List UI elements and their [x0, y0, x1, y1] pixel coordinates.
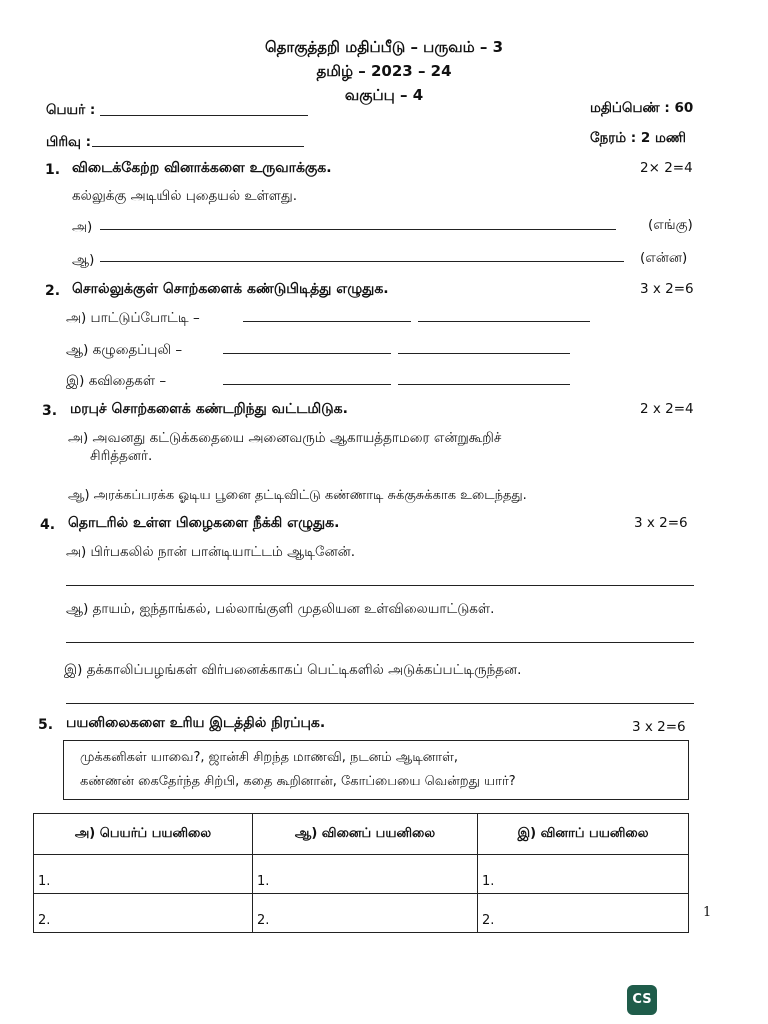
- q2-item-a: அ) பாட்டுப்போட்டி –: [66, 310, 200, 326]
- q2-item-b: ஆ) கழுதைப்புலி –: [66, 342, 183, 358]
- word-bank-line-1: முக்கனிகள் யாவை?, ஜான்சி சிறந்த மாணவி, நடனம் ஆடினாள்,: [80, 750, 458, 765]
- word-bank-line-2: கண்ணன் கைதேர்ந்த சிற்பி, கதை கூறினான், கோப்பையை வென்றது யார்?: [80, 774, 516, 789]
- q1-b-line: [100, 261, 624, 262]
- q4-text: தொடரில் உள்ள பிழைகளை நீக்கி எழுதுக.: [68, 515, 340, 531]
- section-label: பிரிவு :: [46, 134, 92, 150]
- q1-marks: 2× 2=4: [640, 160, 693, 176]
- answer-table: [33, 813, 689, 933]
- q2-number: 2.: [45, 283, 61, 299]
- col-header-verb-predicate: ஆ) வினைப் பயனிலை: [253, 814, 478, 855]
- name-label: பெயர் :: [46, 102, 96, 118]
- q2-c-line-1: [223, 384, 391, 385]
- q4-marks: 3 x 2=6: [634, 515, 688, 531]
- table-row: [34, 855, 689, 894]
- q4-b-line: [66, 642, 694, 643]
- q3-text: மரபுச் சொற்களைக் கண்டறிந்து வட்டமிடுக.: [70, 401, 348, 417]
- camscanner-logo: CS: [627, 985, 657, 1015]
- name-line: [100, 115, 308, 116]
- q1-a-label: அ): [72, 219, 93, 235]
- time-label: நேரம் : 2 மணி: [590, 130, 686, 146]
- q1-a-line: [100, 229, 616, 230]
- q4-c-line: [66, 703, 694, 704]
- subject-year: தமிழ் – 2023 – 24: [316, 62, 452, 80]
- answer-cell[interactable]: 1.: [478, 855, 689, 894]
- page-number: 1: [703, 905, 712, 920]
- q1-b-hint: (என்ன): [640, 250, 688, 266]
- q2-a-line-2: [418, 321, 590, 322]
- word-bank-box: [63, 740, 689, 800]
- q2-item-c: இ) கவிதைகள் –: [66, 373, 167, 389]
- q5-text: பயனிலைகளை உரிய இடத்தில் நிரப்புக.: [66, 715, 326, 731]
- exam-title: தொகுத்தறி மதிப்பீடு – பருவம் – 3: [264, 38, 504, 56]
- q5-number: 5.: [38, 717, 54, 733]
- q4-b: ஆ) தாயம், ஐந்தாங்கல், பல்லாங்குளி முதலியன உள்விலையாட்டுகள்.: [66, 601, 495, 617]
- q4-a: அ) பிர்பகலில் நான் பான்டியாட்டம் ஆடினேன்.: [66, 544, 356, 560]
- q2-c-line-2: [398, 384, 570, 385]
- q1-b-label: ஆ): [72, 252, 95, 268]
- q4-a-line: [66, 585, 694, 586]
- class-label: வகுப்பு – 4: [344, 86, 424, 104]
- q3-number: 3.: [42, 403, 58, 419]
- q2-a-line-1: [243, 321, 411, 322]
- col-header-question-predicate: இ) வினாப் பயனிலை: [478, 814, 689, 855]
- q2-b-line-2: [398, 353, 570, 354]
- q1-sentence: கல்லுக்கு அடியில் புதையல் உள்ளது.: [72, 188, 297, 204]
- q3-marks: 2 x 2=4: [640, 401, 694, 417]
- answer-cell[interactable]: 1.: [34, 855, 253, 894]
- table-row: [34, 894, 689, 933]
- answer-cell[interactable]: 2.: [34, 894, 253, 933]
- q2-b-line-1: [223, 353, 391, 354]
- q1-text: விடைக்கேற்ற வினாக்களை உருவாக்குக.: [72, 160, 332, 176]
- col-header-noun-predicate: அ) பெயர்ப் பயனிலை: [34, 814, 253, 855]
- answer-cell[interactable]: 1.: [253, 855, 478, 894]
- q3-b: ஆ) அரக்கப்பரக்க ஓடிய பூனை தட்டிவிட்டு கண்ணாடி சுக்குசுக்காக உடைந்தது.: [68, 488, 527, 503]
- q3-a-line2: சிரித்தனர்.: [90, 448, 153, 464]
- q5-marks: 3 x 2=6: [632, 719, 686, 735]
- q4-c: இ) தக்காலிப்பழங்கள் விர்பனைக்காகப் பெட்டிகளில் அடுக்கப்பட்டிருந்தன.: [64, 662, 522, 678]
- q2-marks: 3 x 2=6: [640, 281, 694, 297]
- marks-label: மதிப்பெண் : 60: [590, 100, 694, 116]
- q1-a-hint: (எங்கு): [648, 217, 693, 233]
- answer-cell[interactable]: 2.: [478, 894, 689, 933]
- answer-cell[interactable]: 2.: [253, 894, 478, 933]
- q2-text: சொல்லுக்குள் சொற்களைக் கண்டுபிடித்து எழுதுக.: [72, 281, 389, 297]
- q1-number: 1.: [45, 162, 61, 178]
- q4-number: 4.: [40, 517, 56, 533]
- q3-a-line1: அ) அவனது கட்டுக்கதையை அனைவரும் ஆகாயத்தாமரை என்றுகூறிச்: [68, 430, 502, 446]
- section-line: [92, 146, 304, 147]
